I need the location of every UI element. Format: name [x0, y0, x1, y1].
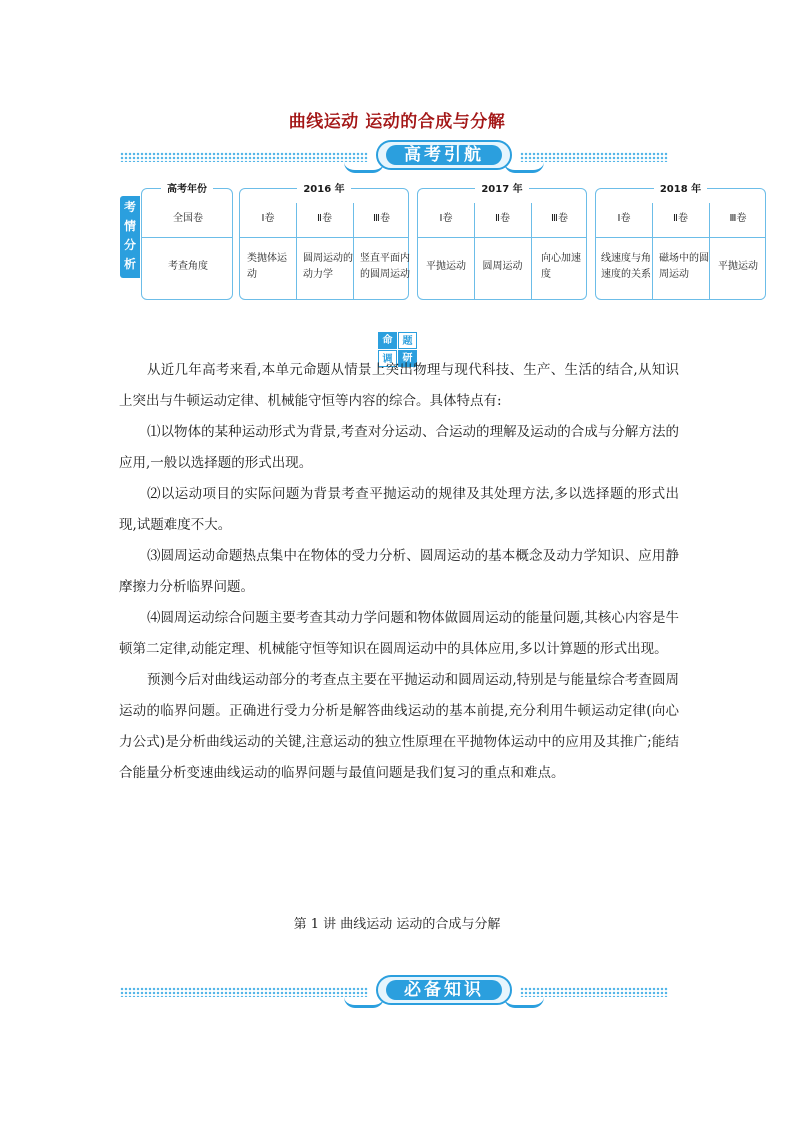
- banner-bibei-zhishi: [120, 975, 668, 1009]
- analysis-side-tab: [120, 196, 140, 278]
- topic-cell: 磁场中的圆周运动: [659, 253, 709, 280]
- topic-cell: 向心加速度: [541, 253, 581, 280]
- row-label-exam: 全国卷: [173, 213, 203, 224]
- group-year: 2017 年: [475, 184, 528, 195]
- lecture-title: 第 1 讲 曲线运动 运动的合成与分解: [293, 917, 501, 932]
- topic-cell: 平抛运动: [718, 261, 758, 272]
- dotted-rule-right: [520, 987, 668, 997]
- paragraph: ⑵以运动项目的实际问题为背景考查平抛运动的规律及其处理方法,多以选择题的形式出现,试题难度不大。: [119, 486, 679, 533]
- paper-label: Ⅱ卷: [317, 213, 332, 224]
- analysis-group-2016: [239, 184, 410, 300]
- group-title: 高考年份: [161, 184, 213, 195]
- side-char: 情: [123, 219, 136, 233]
- badge-char: 题: [398, 332, 417, 349]
- analysis-group-header: [141, 184, 233, 300]
- topic-cell: 类抛体运动: [247, 253, 287, 280]
- banner-swoosh-right: [504, 162, 544, 173]
- analysis-group-2017: [417, 184, 587, 300]
- badge-char: 调: [378, 350, 397, 367]
- side-char: 析: [123, 257, 136, 271]
- group-year: 2016 年: [297, 184, 350, 195]
- side-char: 考: [123, 200, 136, 214]
- topic-cell: 平抛运动: [426, 261, 466, 272]
- paper-label: Ⅲ卷: [729, 213, 747, 224]
- dotted-rule-left: [120, 152, 368, 162]
- badge-char: 命: [378, 332, 397, 349]
- paper-label: Ⅰ卷: [439, 213, 453, 224]
- paragraph: ⑷圆周运动综合问题主要考查其动力学问题和物体做圆周运动的能量问题,其核心内容是牛顿第二定律,动能定理、机械能守恒等知识在圆周运动中的具体应用,多以计算题的形式出现。: [119, 610, 679, 657]
- group-year: 2018 年: [654, 184, 707, 195]
- topic-cell: 竖直平面内的圆周运动: [360, 253, 410, 280]
- topic-cell: 圆周运动的动力学: [303, 253, 353, 280]
- paper-label: Ⅰ卷: [261, 213, 275, 224]
- paragraph: ⑶圆周运动命题热点集中在物体的受力分析、圆周运动的基本概念及动力学知识、应用静摩擦力分析临界问题。: [119, 548, 679, 595]
- paragraph: 预测今后对曲线运动部分的考查点主要在平抛运动和圆周运动,特别是与能量综合考查圆周运动的临界问题。正确进行受力分析是解答曲线运动的基本前提,充分利用牛顿运动定律(向心力公式)是分析曲线运动的关键,注意运动的独立性原理在平抛物体运动中的应用及其推广;能结合能量分析变速曲线运动的临界问题与最值问题是我们复习的重点和难点。: [119, 672, 679, 781]
- badge-char: 研: [398, 350, 417, 367]
- analysis-body: [119, 355, 679, 789]
- paragraph: 从近几年高考来看,本单元命题从情景上突出物理与现代科技、生产、生活的结合,从知识上突出与牛顿运动定律、机械能守恒等内容的综合。具体特点有:: [119, 362, 679, 409]
- paper-label: Ⅱ卷: [673, 213, 688, 224]
- topic-cell: 线速度与角速度的关系: [601, 253, 651, 280]
- paper-label: Ⅲ卷: [373, 213, 390, 224]
- paper-label: Ⅲ卷: [551, 213, 568, 224]
- banner-gaokao-yinhang: [120, 140, 668, 174]
- topic-cell: 圆周运动: [482, 261, 523, 272]
- banner-label: 高考引航: [386, 145, 502, 165]
- paper-label: Ⅱ卷: [495, 213, 510, 224]
- banner-pill: [376, 140, 512, 170]
- banner-swoosh-right: [504, 997, 544, 1008]
- dotted-rule-right: [520, 152, 668, 162]
- banner-label: 必备知识: [386, 980, 502, 1000]
- dotted-rule-left: [120, 987, 368, 997]
- paragraph: ⑴以物体的某种运动形式为背景,考查对分运动、合运动的理解及运动的合成与分解方法的应用,一般以选择题的形式出现。: [119, 424, 679, 471]
- analysis-group-2018: [595, 184, 766, 300]
- row-label-aspect: 考查角度: [168, 261, 208, 272]
- page-title: 曲线运动 运动的合成与分解: [288, 112, 506, 132]
- paper-label: Ⅰ卷: [617, 213, 631, 224]
- banner-pill: [376, 975, 512, 1005]
- side-char: 分: [123, 238, 136, 252]
